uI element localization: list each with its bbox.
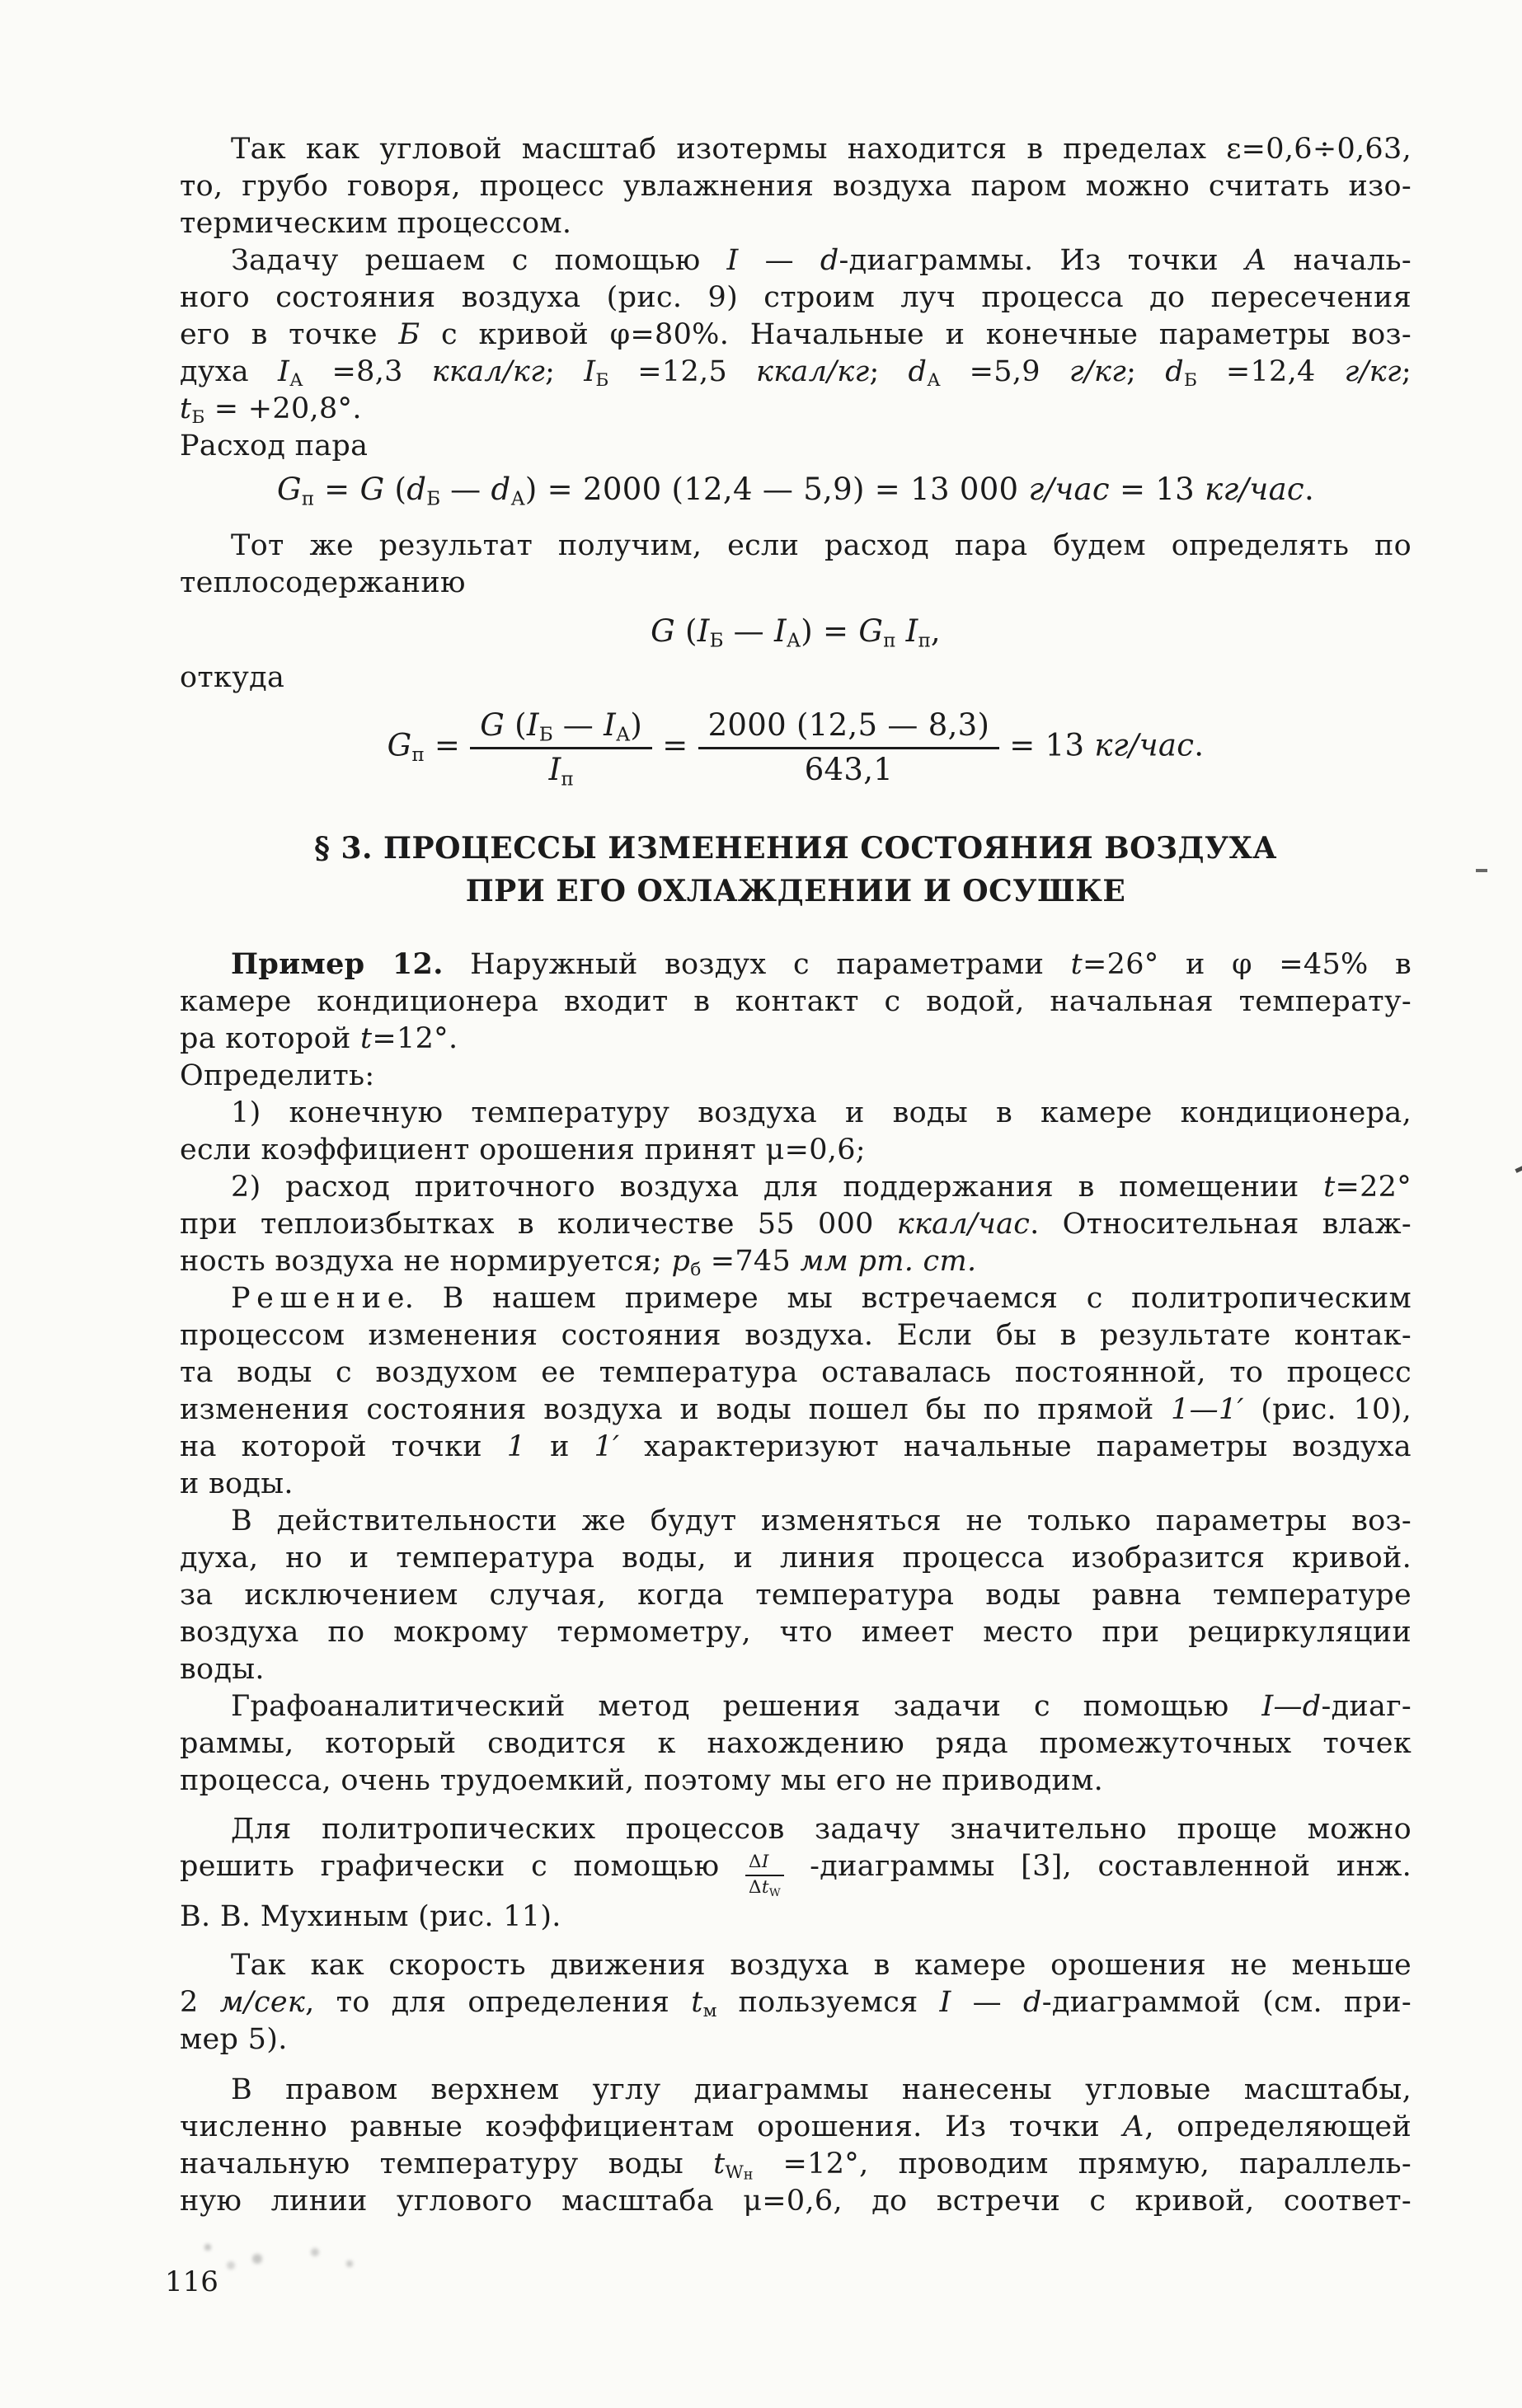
text-line: ного состояния воздуха (рис. 9) строим луч процесса до пересечения: [180, 281, 1412, 314]
text-line: 2) расход приточного воздуха для поддержания в помещении t=22°: [231, 1171, 1412, 1204]
text-line: решить графически с помощью $\frac{\Delta I}{\Delta t_W}$ -диаграммы [3], составленной инж.: [180, 1850, 1412, 1899]
text-column: [180, 131, 1412, 2220]
text-line: 1) конечную температуру воздуха и воды в камере кондиционера,: [231, 1096, 1412, 1130]
text-line: ра которой t=12°.: [180, 1022, 458, 1056]
text-line: В действительности же будут изменяться не только параметры воз-: [231, 1504, 1412, 1538]
text-line: на которой точки 1 и 1′ характеризуют начальные параметры воздуха: [180, 1430, 1412, 1464]
eq-steam: $G_п = G$ ($d_Б$ — $d_А) = 2000$ (12,4 — 5,9) = 13 000 г/час = 13 кг/час.: [276, 472, 1315, 510]
text-line: Для политропических процессов задачу значительно проще можно: [231, 1813, 1412, 1847]
text-line: численно равные коэффициентам орошения. Из точки А, определяющей: [180, 2110, 1412, 2143]
text-line: Графоаналитический метод решения задачи с помощью I—d-диаг-: [231, 1690, 1412, 1724]
text-line: Р е ш е н и е. В нашем примере мы встречаемся с политропическим: [231, 1282, 1412, 1316]
p-item1: [180, 1095, 1412, 1169]
p-opredelit: [180, 1058, 1412, 1095]
p-same-result: [180, 528, 1412, 602]
p-rashod: [180, 428, 1412, 465]
text-line: воздуха по мокрому термометру, что имеет место при рециркуляции: [180, 1616, 1412, 1650]
page-number: 116: [165, 2265, 218, 2298]
text-line: Тот же результат получим, если расход пара будем определять по: [231, 529, 1412, 562]
text-line: В правом верхнем углу диаграммы нанесены угловые масштабы,: [231, 2072, 1412, 2106]
text-line: ность воздуха не нормируется; $p_б =745$ мм рт. ст.: [180, 1245, 977, 1281]
text-line: то, грубо говоря, процесс увлажнения воздуха паром можно считать изо-: [180, 170, 1412, 203]
text-line: воды.: [180, 1653, 265, 1687]
text-line: В. В. Мухиным (рис. 11).: [180, 1899, 561, 1933]
text-line: духа $I_А =8,3$ ккал/кг; $I_Б =12,5$ ккал/кг; $d_А =5,9$ г/кг; $d_Б =12,4$ г/кг;: [180, 355, 1412, 392]
text-line: теплосодержанию: [180, 566, 466, 599]
scan-artifact: [204, 2244, 211, 2251]
text-line: термическим процессом.: [180, 207, 572, 240]
text-line: и воды.: [180, 1467, 294, 1501]
text-line: ную линии углового масштаба μ=0,6, до встречи с кривой, соответ-: [180, 2184, 1412, 2218]
text-line: начальную температуру воды $t_{Wн} =12^\circ$, проводим прямую, параллель-: [180, 2147, 1412, 2183]
text-line: изменения состояния воздуха и воды пошел бы по прямой 1—1′ (рис. 10),: [180, 1393, 1412, 1427]
text-line: Задачу решаем с помощью I — d-диаграммы. Из точки А началь-: [231, 244, 1412, 277]
text-line: если коэффициент орошения принят μ=0,6;: [180, 1134, 866, 1167]
text-line: та воды с воздухом ее температура оставалась постоянной, то процесс: [180, 1356, 1412, 1390]
text-line: процессом изменения состояния воздуха. Если бы в результате контак-: [180, 1319, 1412, 1353]
eq-heat: G ($I_Б$ — $I_А) = G_п$ $I_п$,: [651, 613, 941, 652]
heading-line: ПРИ ЕГО ОХЛАЖДЕНИИ И ОСУШКЕ: [465, 874, 1126, 909]
text-line: духа, но и температура воды, и линия процесса изобразится кривой.: [180, 1542, 1412, 1575]
scan-artifact: [1515, 1166, 1522, 1173]
p-reshenie: [180, 1280, 1412, 1503]
text-line: $t_Б = +20,8^\circ$.: [180, 392, 362, 429]
p-speed: [180, 1947, 1412, 2058]
text-line: при теплоизбытках в количестве 55 000 ккал/час. Относительная влаж-: [180, 1208, 1412, 1242]
text-line: Так как скорость движения воздуха в камере орошения не меньше: [231, 1948, 1412, 1982]
p-example: [180, 946, 1412, 1058]
text-line: Так как угловой масштаб изотермы находится в пределах ε=0,6÷0,63,: [231, 133, 1412, 166]
text-line: 2 м/сек, то для определения $t_м$ пользуемся I — d-диаграммой (см. при-: [180, 1985, 1412, 2021]
fraction: $\frac{2000 (12,5 — 8,3)}{643,1}$: [698, 708, 1000, 787]
p-reality: [180, 1503, 1412, 1688]
text-line: Пример 12. Наружный воздух с параметрами t=26° и φ =45% в: [231, 947, 1412, 982]
fraction: $\frac{G (I_Б — I_А)}{I_п}$: [470, 708, 652, 787]
text-line: Расход пара: [180, 429, 369, 462]
eq-gp: $G_п$ = $\frac{G (I_Б — I_А)}{I_п}$ = $\frac{2000 (12,5 — 8,3)}{643,1}$ = 13 кг/час.: [387, 707, 1205, 790]
p-item2: [180, 1169, 1412, 1280]
fraction: $\frac{\Delta I}{\Delta t_W}$: [745, 1852, 784, 1899]
text-line: откуда: [180, 661, 285, 694]
p-intro: [180, 131, 1412, 242]
section-heading: [180, 827, 1412, 913]
text-line: мер 5).: [180, 2022, 288, 2056]
text-line: камере кондиционера входит в контакт с водой, начальная температу-: [180, 985, 1412, 1019]
scan-artifact: [1476, 869, 1487, 872]
text-line: его в точке Б с кривой φ=80%. Начальные и конечные параметры воз-: [180, 318, 1412, 351]
p-corner: [180, 2072, 1412, 2220]
text-line: раммы, который сводится к нахождению ряда промежуточных точек: [180, 1727, 1412, 1761]
text-line: за исключением случая, когда температура воды равна температуре: [180, 1579, 1412, 1612]
p-politrop: [180, 1811, 1412, 1936]
text-line: Определить:: [180, 1059, 375, 1093]
heading-line: § 3. ПРОЦЕССЫ ИЗМЕНЕНИЯ СОСТОЯНИЯ ВОЗДУХА: [314, 831, 1277, 866]
p-grafo: [180, 1688, 1412, 1800]
p-task: [180, 242, 1412, 428]
text-line: процесса, очень трудоемкий, поэтому мы его не приводим.: [180, 1764, 1104, 1798]
p-otkuda: [180, 660, 1412, 697]
